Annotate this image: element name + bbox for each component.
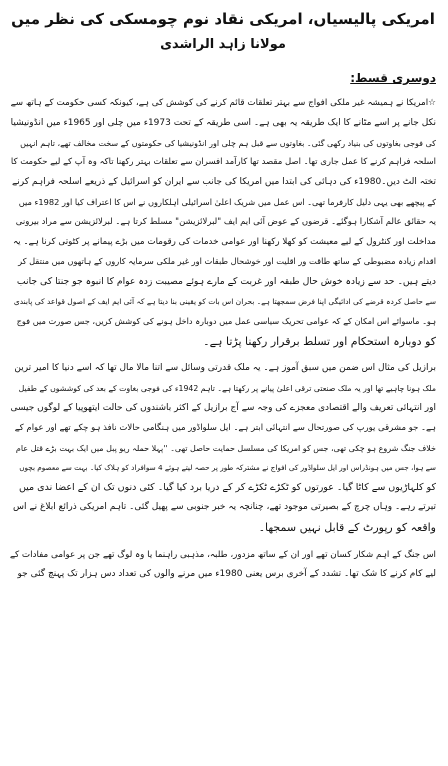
text-line: لیے کام کرنے کا شک تھا۔ تشدد کے آخری برس یعنی 1980ء میں مرنے والوں کی تعداد دس ہزار تک پہنچ گئی جو [17,569,436,580]
text-line: تیرتے رہے۔ وہاں چرچ کے بصیرتی موجود تھے، چنانچہ یہ خبر جنوبی سے پھیل گئی۔ تاہم امریکی ذرائع ابلاغ نے اس [12,501,436,512]
text-line: ہے۔ جو مشرقی یورپ کی صورتحال سے انتہائی ابتر ہے۔ ایل سلواڈور میں ہنگامی حالات نافذ ہو چکے تھے اور عوام کے [14,422,436,433]
text-line: کو کلہاڑیوں سے کاٹا گیا۔ عورتوں کو ٹکڑے ٹکڑے کر کے دریا برد کیا گیا۔ کئی دنوں تک ان کے اعضا ندی میں [18,482,436,494]
installment-label [10,70,436,86]
text-line: برازیل کی مثال اس ضمن میں سبق آموز ہے۔ یہ ملک قدرتی وسائل سے اتنا مالا مال تھا کہ اسے دنیا کا امیر ترین [14,363,436,374]
text-line: مداخلت اور کنٹرول کے لیے معیشت کو کھلا رکھنا اور عوامی خدمات کی رقومات میں بڑے پیمانے پر کٹوتی کرنا ہے۔ یہ [13,236,436,247]
text-line: کے پیچھے بھی یہی دلیل کارفرما تھی۔ اس عمل میں شریک اعلیٰ اسرائیلی اہلکاروں نے اس کا اعتراف کیا اور 1982ء میں [18,196,436,207]
text-line: ☆امریکا نے ہمیشہ غیر ملکی افواج سے بہتر تعلقات قائم کرنے کی کوشش کی ہے، کیونکہ کسی حکومت کے ہاتھ سے [10,98,436,108]
article-body [10,94,436,585]
text-line: نکل جانے پر اسے مٹانے کا ایک طریقہ یہ بھی ہے۔ اسی طریقہ کے تحت 1973ء میں چلی اور 1965ء میں انڈونیشیا [10,117,436,128]
text-line: اسلحہ فراہم کرنے کا عمل جاری تھا۔ اصل مقصد تھا کارآمد افسران سے تعلقات بہتر رکھنا تاکہ وہ آپ کے لیے حکومت کا [10,157,436,168]
paragraph [10,546,436,586]
text-line: دیتے ہیں۔ حد سے زیادہ خوش حال طبقہ اور غربت کے مارے ہوئے مصیبت زدہ عوام کا انبوہ جو جنتا کی جانب [16,276,436,288]
text-line: اس جنگ کے اہم شکار کسان تھے اور ان کے ساتھ مزدور، طلبہ، مذہبی راہنما یا وہ لوگ تھے جن پر عوامی مفادات کے [10,549,436,560]
text-line: کی فوجی بغاوتوں کی بنیاد رکھی گئی۔ بغاوتوں سے قبل ہم چلی اور انڈونیشیا کی حکومتوں کے سخت مخالف تھے، تاہم انہیں [20,138,436,148]
installment-label-text: دوسری قسط: [350,71,436,85]
text-line: تختہ الٹ دیں۔1980ء کی دہائی کی ابتدا میں امریکا کی جانب سے ایران کو اسرائیل کے ذریعے اسلحہ فراہم کرنے [12,177,436,188]
text-line: خلاف جنگ شروع ہو چکی تھی، جس کو امریکا کی مسلسل حمایت حاصل تھی۔ ''پہلا حملہ ریو پبل میں ایک بہت بڑے قتل عام [15,443,436,453]
text-line: اقدام زیادہ مضبوطی کے ساتھ طاقت ور اقلیت اور خوشحال طبقات اور غیر ملکی سرمایہ کاروں کے ہاتھوں میں منتقل کر [18,256,436,267]
text-line: یہ حقائق عالم آشکارا ہوگئے۔ قرضوں کے عوض آئی ایم ایف "لبرلائزیشن" مسلط کرتا ہے۔ لبرلائزیشن سے مراد بیرونی [15,216,436,227]
paragraph [10,94,436,351]
text-line: کو دوبارہ استحکام اور تسلط برقرار رکھنا پڑتا ہے۔ [203,334,436,348]
article-author: مولانا زاہد الراشدی [160,37,286,52]
article-title: امریکی پالیسیاں، امریکی نقاد نوم چومسکی کی نظر میں [11,10,435,28]
text-line: واقعہ کو رپورٹ کے قابل نہیں سمجھا۔ [258,520,436,534]
text-line: ہو۔ ماسوائے اس امکان کے کہ عوامی تحریک سیاسی عمل میں دوبارہ داخل ہونے کی کوشش کریں، جس صورت میں فوج [16,315,436,326]
text-line: سے حاصل کردہ قرضے کی ادائیگی اپنا فرض سمجھتا ہے۔ بحران اس بات کو یقینی بنا دیتا ہے کہ آئی ایم ایف کے اصول قواعد کی پابندی [13,296,436,306]
paragraph [10,359,436,537]
text-line: اور انتہائی تعریف والے اقتصادی معجزے کی وجہ سے آج برازیل کے اکثر باشندوں کی حالت ایتھوپیا کے لوگوں جیسی [10,402,436,413]
text-line: ملک ہونا چاہیے تھا اور یہ ملک صنعتی ترقی اعلیٰ پیانے پر رکھتا ہے۔ تاہم 1942ء کی فوجی بغاوت کے بعد کی کوششوں کے طفیل [18,384,436,394]
text-line: سے ہوا، جس میں ہونڈراس اور ایل سلواڈور کی افواج نے مشترکہ طور پر حصہ لیتے ہوئے 4 سوافراد کو ہلاک کیا۔ بہت سے معصوم بچوں [19,463,436,473]
